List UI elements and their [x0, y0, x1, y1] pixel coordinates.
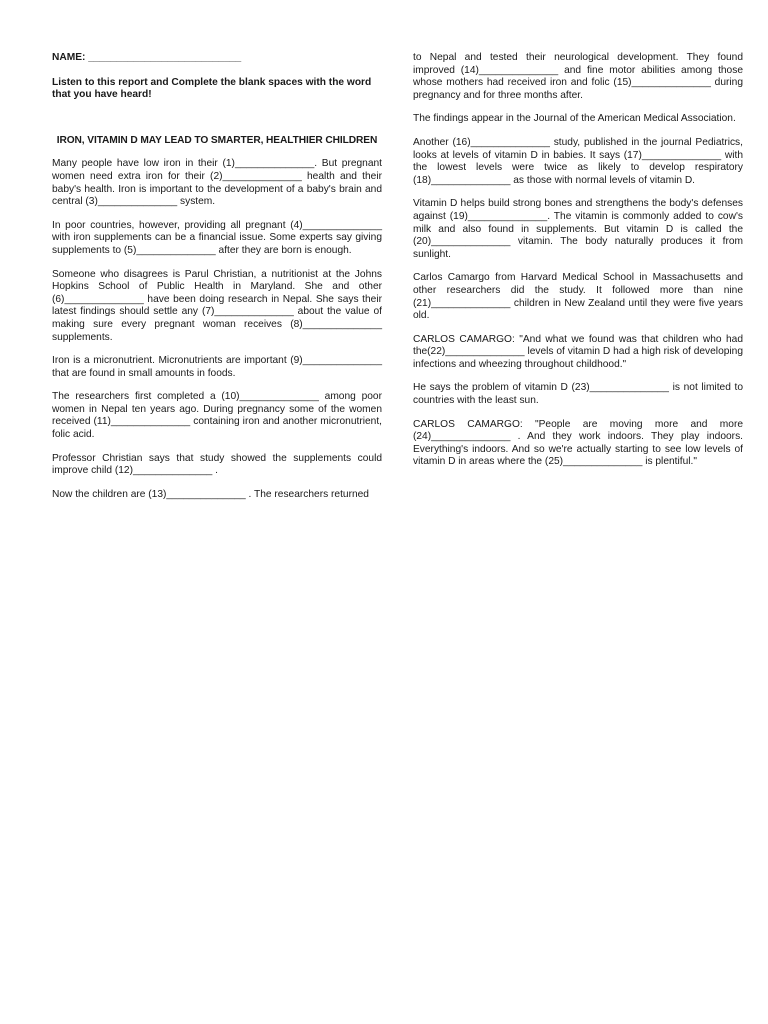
article-title: IRON, VITAMIN D MAY LEAD TO SMARTER, HEALTHIER CHILDREN — [56, 134, 378, 146]
left-column — [52, 52, 382, 512]
paragraph: Vitamin D helps build strong bones and strengthens the body's defenses against (19)______________. The vitamin is commonly added to cow's milk and also found in supplements. But vitamin D is called the (20)______________ vitamin. The body naturally produces it from sunlight. — [413, 198, 743, 260]
paragraph: CARLOS CAMARGO: "And what we found was that children who had the(22)______________ levels of vitamin D had a high risk of developing infections and wheezing throughout childhood." — [413, 333, 743, 370]
paragraph: The findings appear in the Journal of the American Medical Association. — [413, 113, 736, 125]
paragraph: The researchers first completed a (10)______________ among poor women in Nepal ten years ago. During pregnancy some of the women received (11)______________ containing iron and another micronutrient, folic acid. — [52, 391, 382, 441]
paragraph: Another (16)______________ study, published in the journal Pediatrics, looks at levels of vitamin D in babies. It says (17)______________ with the lowest levels were twice as likely to develop respiratory (18)______________ as those with normal levels of vitamin D. — [413, 136, 743, 186]
paragraph: He says the problem of vitamin D (23)______________ is not limited to countries with the least sun. — [413, 382, 743, 407]
paragraph: Professor Christian says that study showed the supplements could improve child (12)______________ . — [52, 452, 382, 477]
name-field-label: NAME: ___________________________ — [52, 52, 242, 63]
paragraph: to Nepal and tested their neurological development. They found improved (14)______________ and fine motor abilities among those whose mothers had received iron and folic (15)______________ during pregnancy and for three months after. — [413, 52, 743, 101]
paragraph: CARLOS CAMARGO: "People are moving more and more (24)______________ . And they work indoors. They play indoors. Everything's indoors. And so we're actually starting to see low levels of vitamin D in areas where the (25)______________ is plentiful." — [413, 418, 743, 468]
paragraph: Now the children are (13)______________ . The researchers returned — [52, 488, 369, 500]
paragraph: Iron is a micronutrient. Micronutrients are important (9)______________ that are found in small amounts in foods. — [52, 355, 382, 379]
instructions: Listen to this report and Complete the blank spaces with the word that you have heard! — [52, 76, 372, 101]
paragraph: Carlos Camargo from Harvard Medical School in Massachusetts and other researchers did the study. It followed more than nine (21)______________ children in New Zealand until they were five years old. — [413, 272, 743, 322]
paragraph: In poor countries, however, providing all pregnant (4)______________ with iron supplements can be a financial issue. Some experts say giving supplements to (5)______________ after they are born is enough. — [52, 219, 382, 256]
right-column — [413, 52, 743, 480]
paragraph: Someone who disagrees is Parul Christian, a nutritionist at the Johns Hopkins School of Public Health in Maryland. She and other (6)______________ have been doing research in Nepal. She says their latest findings should settle any (7)______________ about the value of making sure every pregnant woman receives (8)______________ supplements. — [52, 268, 382, 343]
paragraph: Many people have low iron in their (1)______________. But pregnant women need extra iron for their (2)______________ health and their baby's health. Iron is important to the development of a baby's brain and central (3)______________ system. — [52, 158, 382, 208]
